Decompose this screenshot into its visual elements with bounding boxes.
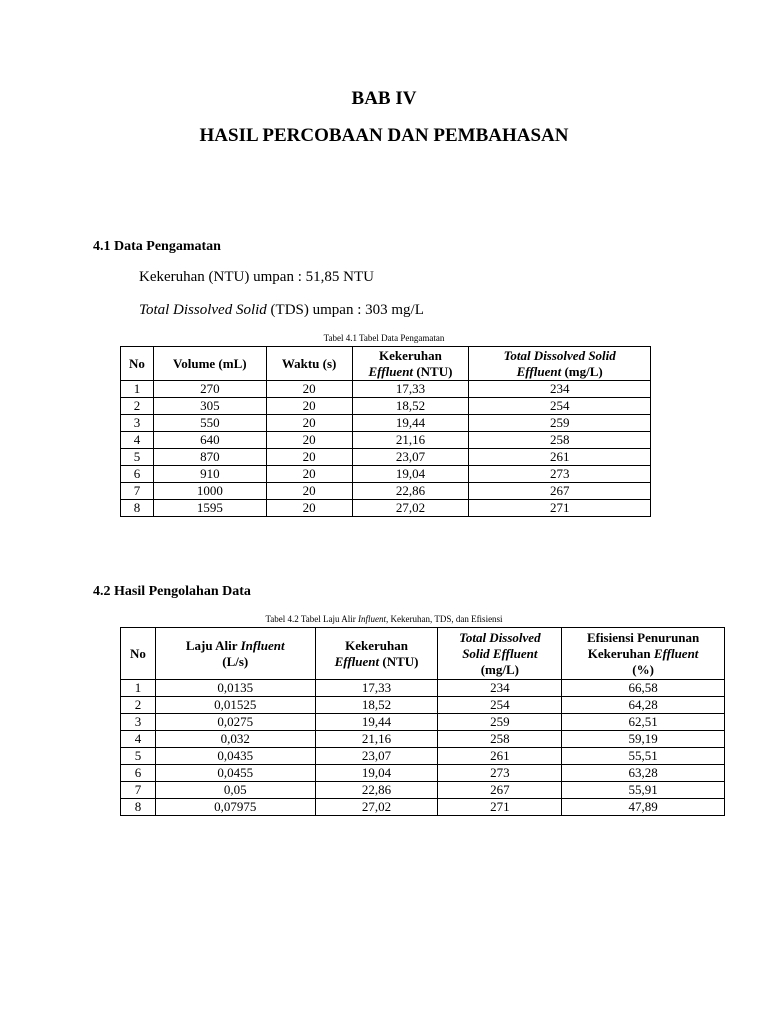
table-cell: 19,04: [315, 765, 438, 782]
table-cell: 254: [469, 398, 651, 415]
table-row: [121, 731, 725, 748]
table-cell: 270: [153, 381, 266, 398]
header-waktu: Waktu (s): [266, 347, 352, 381]
table-cell: 55,91: [562, 782, 725, 799]
table-cell: 4: [121, 731, 156, 748]
section-heading-hasil-pengolahan: 4.2 Hasil Pengolahan Data: [93, 584, 251, 599]
table-cell: 55,51: [562, 748, 725, 765]
table-cell: 3: [121, 714, 156, 731]
table-cell: 1: [121, 680, 156, 697]
table-cell: 259: [469, 415, 651, 432]
table-row: [121, 765, 725, 782]
table-cell: 305: [153, 398, 266, 415]
table-cell: 258: [469, 432, 651, 449]
table-cell: 6: [121, 765, 156, 782]
table-cell: 18,52: [315, 697, 438, 714]
table-cell: 1000: [153, 483, 266, 500]
header-volume: Volume (mL): [153, 347, 266, 381]
table-cell: 2: [121, 697, 156, 714]
table-cell: 234: [469, 381, 651, 398]
table-cell: 20: [266, 466, 352, 483]
table-cell: 66,58: [562, 680, 725, 697]
table-cell: 267: [438, 782, 562, 799]
table-cell: 27,02: [315, 799, 438, 816]
header-laju-alir: Laju Alir Influent (L/s): [155, 628, 315, 680]
table-row: [121, 500, 651, 517]
table-cell: 23,07: [315, 748, 438, 765]
feed-tds-rest: (TDS) umpan : 303 mg/L: [266, 302, 424, 318]
table-cell: 17,33: [352, 381, 469, 398]
table-row: [121, 697, 725, 714]
table-cell: 0,0275: [155, 714, 315, 731]
table-cell: 17,33: [315, 680, 438, 697]
table-cell: 910: [153, 466, 266, 483]
header-kekeruhan: Kekeruhan Effluent (NTU): [315, 628, 438, 680]
table-cell: 63,28: [562, 765, 725, 782]
table-row: [121, 748, 725, 765]
table-cell: 19,04: [352, 466, 469, 483]
table-row: [121, 381, 651, 398]
table-row: [121, 466, 651, 483]
table-cell: 0,0455: [155, 765, 315, 782]
table-cell: 3: [121, 415, 154, 432]
table-cell: 59,19: [562, 731, 725, 748]
table-cell: 259: [438, 714, 562, 731]
table-cell: 20: [266, 449, 352, 466]
table-cell: 8: [121, 500, 154, 517]
table-cell: 271: [438, 799, 562, 816]
table-cell: 20: [266, 500, 352, 517]
observation-table-header: [121, 347, 651, 381]
table-cell: 5: [121, 748, 156, 765]
header-kekeruhan: Kekeruhan Effluent (NTU): [352, 347, 469, 381]
table-cell: 0,07975: [155, 799, 315, 816]
processing-table-header: [121, 628, 725, 680]
table-cell: 20: [266, 432, 352, 449]
table-cell: 23,07: [352, 449, 469, 466]
table-cell: 273: [438, 765, 562, 782]
header-tds: Total Dissolved Solid Effluent (mg/L): [469, 347, 651, 381]
table-cell: 640: [153, 432, 266, 449]
table-cell: 22,86: [352, 483, 469, 500]
table-cell: 234: [438, 680, 562, 697]
table-cell: 0,0435: [155, 748, 315, 765]
table-cell: 22,86: [315, 782, 438, 799]
table-cell: 0,05: [155, 782, 315, 799]
table-cell: 20: [266, 483, 352, 500]
table-cell: 21,16: [315, 731, 438, 748]
processing-results-table: [120, 627, 725, 816]
header-no: No: [121, 347, 154, 381]
table-cell: 0,032: [155, 731, 315, 748]
table-row: [121, 680, 725, 697]
chapter-title: HASIL PERCOBAAN DAN PEMBAHASAN: [199, 125, 569, 146]
table-cell: 20: [266, 381, 352, 398]
table-cell: 870: [153, 449, 266, 466]
table-cell: 8: [121, 799, 156, 816]
table-cell: 261: [469, 449, 651, 466]
table-cell: 20: [266, 415, 352, 432]
table-caption-4-1: Tabel 4.1 Tabel Data Pengamatan: [323, 333, 445, 343]
table-cell: 273: [469, 466, 651, 483]
feed-turbidity-text: Kekeruhan (NTU) umpan : 51,85 NTU: [139, 269, 374, 285]
table-cell: 7: [121, 782, 156, 799]
header-tds: Total Dissolved Solid Effluent (mg/L): [438, 628, 562, 680]
header-efisiensi: Efisiensi Penurunan Kekeruhan Effluent (%): [562, 628, 725, 680]
table-cell: 64,28: [562, 697, 725, 714]
table-row: [121, 782, 725, 799]
table-row: [121, 799, 725, 816]
table-row: [121, 714, 725, 731]
feed-tds-text: [139, 302, 424, 319]
table-cell: 62,51: [562, 714, 725, 731]
table-row: [121, 398, 651, 415]
table-cell: 20: [266, 398, 352, 415]
section-heading-data-pengamatan: 4.1 Data Pengamatan: [93, 239, 221, 254]
table-caption-4-2: Tabel 4.2 Tabel Laju Alir Influent, Kekeruhan, TDS, dan Efisiensi: [265, 614, 503, 624]
table-cell: 1595: [153, 500, 266, 517]
chapter-number: BAB IV: [351, 88, 417, 109]
observation-table: [120, 346, 651, 517]
table-row: [121, 432, 651, 449]
table-cell: 19,44: [352, 415, 469, 432]
table-cell: 261: [438, 748, 562, 765]
table-cell: 4: [121, 432, 154, 449]
table-cell: 254: [438, 697, 562, 714]
table-cell: 1: [121, 381, 154, 398]
table-cell: 2: [121, 398, 154, 415]
table-cell: 27,02: [352, 500, 469, 517]
table-cell: 271: [469, 500, 651, 517]
table-cell: 21,16: [352, 432, 469, 449]
header-no: No: [121, 628, 156, 680]
table-cell: 19,44: [315, 714, 438, 731]
table-row: [121, 415, 651, 432]
table-row: [121, 483, 651, 500]
table-cell: 267: [469, 483, 651, 500]
table-cell: 258: [438, 731, 562, 748]
table-cell: 18,52: [352, 398, 469, 415]
table-row: [121, 449, 651, 466]
table-cell: 0,01525: [155, 697, 315, 714]
table-cell: 47,89: [562, 799, 725, 816]
feed-tds-italic: Total Dissolved Solid: [139, 302, 267, 318]
table-cell: 550: [153, 415, 266, 432]
table-cell: 0,0135: [155, 680, 315, 697]
table-cell: 6: [121, 466, 154, 483]
table-cell: 7: [121, 483, 154, 500]
table-cell: 5: [121, 449, 154, 466]
